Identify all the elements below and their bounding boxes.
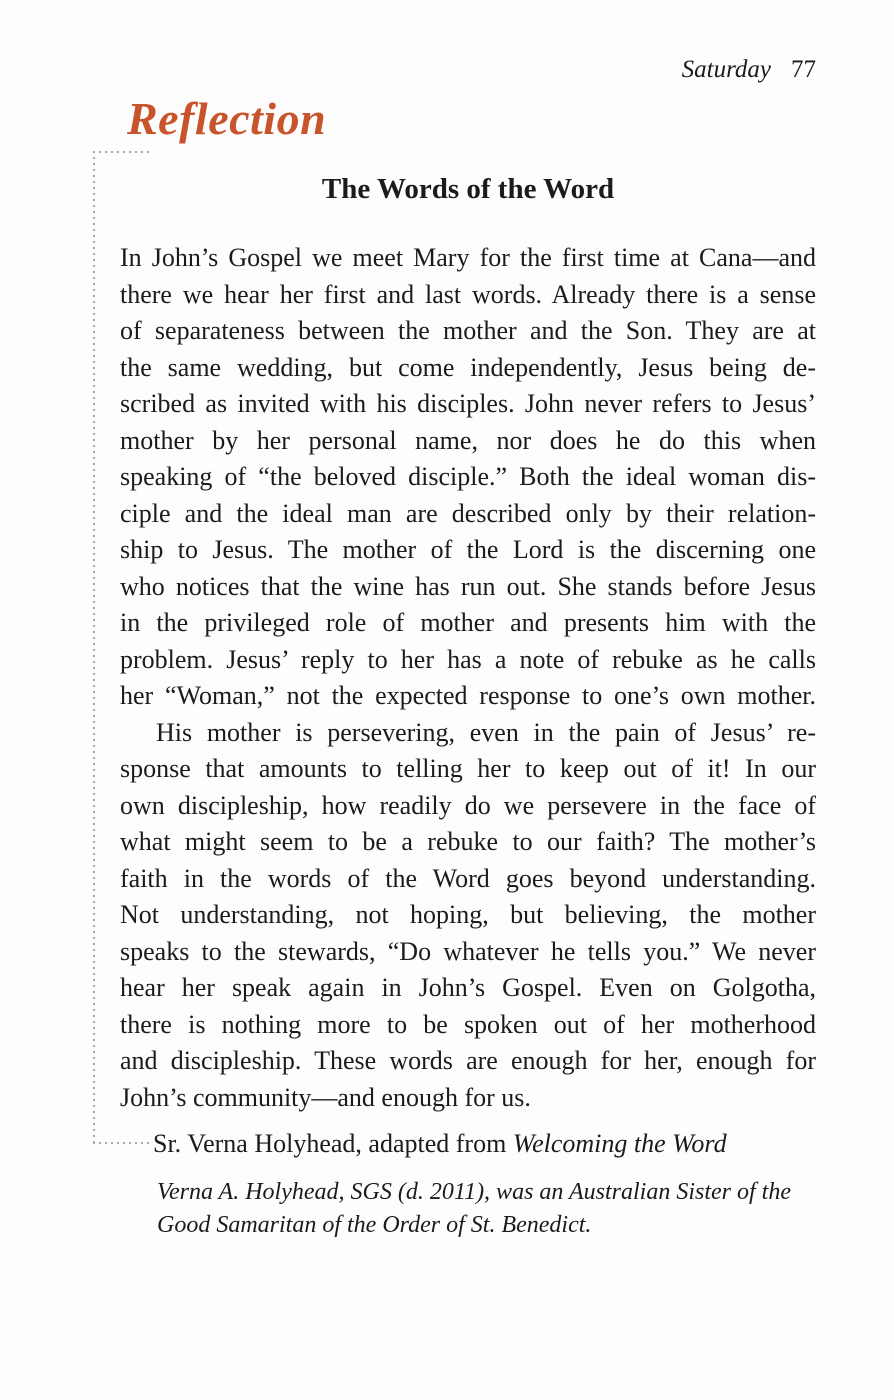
text-line: Good Samaritan of the Order of St. Benedict. [157, 1212, 592, 1238]
text-line: own discipleship, how readily do we persevere in the face of [120, 790, 816, 820]
text-line: scribed as invited with his disciples. John never refers to Jesus’ [120, 389, 816, 418]
reflection-heading: The Words of the Word [321, 173, 615, 205]
text-line: problem. Jesus’ reply to her has a note of rebuke as he calls [120, 644, 816, 674]
text-line: speaks to the stewards, “Do whatever he tells you.” We never [120, 936, 816, 966]
text-line: the same wedding, but come independently, Jesus being de- [120, 352, 816, 382]
body-text [120, 240, 816, 1116]
attribution-text: Sr. Verna Holyhead, adapted from [153, 1129, 513, 1158]
paragraph-2 [120, 715, 816, 1117]
text-line: ciple and the ideal man are described only by their relation- [120, 498, 816, 528]
page-number: 77 [791, 56, 816, 83]
text-line: there we hear her first and last words. Already there is a sense [120, 279, 816, 309]
text-line: what might seem to be a rebuke to our faith? The mother’s [120, 827, 816, 856]
text-line: in the privileged role of mother and presents him with the [120, 608, 816, 637]
attribution-source-title: Welcoming the Word [512, 1129, 727, 1158]
attribution-line [153, 1126, 727, 1162]
text-line: Verna A. Holyhead, SGS (d. 2011), was an Australian Sister of the [157, 1179, 791, 1205]
text-line: Not understanding, not hoping, but believing, the mother [120, 900, 816, 929]
running-header-day: Saturday [681, 56, 771, 83]
text-line: His mother is persevering, even in the pain of Jesus’ re- [156, 717, 816, 747]
text-line: John’s community—and enough for us. [120, 1082, 531, 1112]
dotted-border-vertical [93, 151, 95, 1143]
text-line: In John’s Gospel we meet Mary for the first time at Cana—and [120, 243, 816, 272]
author-bio-note [157, 1176, 817, 1242]
text-line: and discipleship. These words are enough for her, enough for [120, 1046, 816, 1075]
text-line: of separateness between the mother and the Son. They are at [120, 316, 816, 345]
text-line: ship to Jesus. The mother of the Lord is the discerning one [120, 535, 816, 564]
text-line: who notices that the wine has run out. She stands before Jesus [120, 571, 816, 601]
text-line: speaking of “the beloved disciple.” Both the ideal woman dis- [120, 462, 816, 491]
section-title: Reflection [127, 93, 327, 144]
text-line: faith in the words of the Word goes beyond understanding. [120, 863, 816, 893]
paragraph-1 [120, 240, 816, 715]
reflection-content [120, 0, 816, 1400]
text-line: sponse that amounts to telling her to keep out of it! In our [120, 754, 816, 783]
text-line: hear her speak again in John’s Gospel. Even on Golgotha, [120, 973, 816, 1002]
text-line: there is nothing more to be spoken out of her motherhood [120, 1009, 816, 1039]
text-line: her “Woman,” not the expected response to one’s own mother. [120, 681, 816, 710]
text-line: mother by her personal name, nor does he do this when [120, 425, 816, 455]
